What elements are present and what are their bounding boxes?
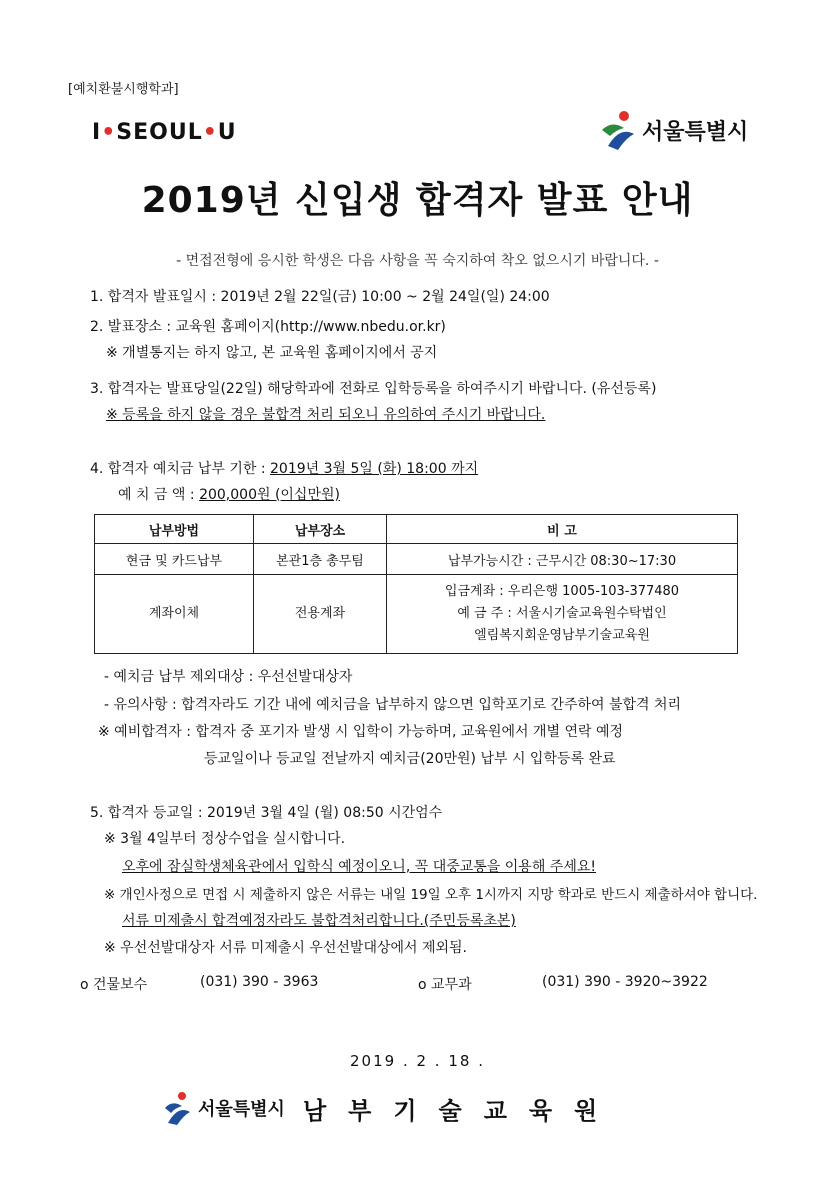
deposit-amount-line (118, 484, 340, 504)
contact-maintenance-phone: (031) 390 - 3963 (200, 974, 319, 990)
contact-maintenance-label: o 건물보수 (80, 977, 148, 993)
table-row (95, 575, 738, 654)
seoul-city-logo (598, 108, 748, 152)
footer-city: 서울특별시 (198, 1099, 285, 1120)
logo-part-seoul: SEOUL (116, 120, 203, 145)
account-holder: 예 금 주 : 서울시기술교육원수탁법인 (457, 606, 667, 621)
i-seoul-u-logo (92, 120, 237, 145)
section-5-note-2: ※ 개인사정으로 면접 시 제출하지 않은 서류는 내일 19일 오후 1시까지 지망 학과로 반드시 제출하셔야 합니다. (104, 887, 758, 903)
table-header-row (95, 515, 738, 544)
section-2: 2. 발표장소 : 교육원 홈페이지(http://www.nbedu.or.kr) (90, 319, 446, 335)
contact-academic-label: o 교무과 (418, 977, 472, 993)
section-2-note: ※ 개별통지는 하지 않고, 본 교육원 홈페이지에서 공지 (106, 345, 438, 361)
payment-table (94, 514, 738, 654)
header-remarks: 비 고 (387, 515, 738, 544)
document-date: 2019 . 2 . 18 . (350, 1052, 485, 1070)
section-3-note: ※ 등록을 하지 않을 경우 불합격 처리 되오니 유의하여 주시기 바랍니다. (106, 407, 546, 423)
logo-dot: • (101, 120, 117, 145)
account-number: 입금계좌 : 우리은행 1005-103-377480 (444, 584, 680, 599)
logo-dot: • (202, 120, 218, 145)
subtitle: - 면접전형에 응시한 학생은 다음 사항을 꼭 숙지하여 착오 없으시기 바랍니다. - (176, 253, 659, 269)
cell-method: 계좌이체 (95, 575, 254, 654)
section-3: 3. 합격자는 발표당일(22일) 해당학과에 전화로 입학등록을 하여주시기 바랍니다. (유선등록) (90, 381, 657, 397)
reserve-notice-2: 등교일이나 등교일 전날까지 예치금(20만원) 납부 시 입학등록 완료 (204, 751, 616, 767)
reserve-notice: ※ 예비합격자 : 합격자 중 포기자 발생 시 입학이 가능하며, 교육원에서 개별 연락 예정 (98, 724, 624, 740)
deposit-caution: - 유의사항 : 합격자라도 기간 내에 예치금을 납부하지 않으면 입학포기로 간주하여 불합격 처리 (104, 697, 682, 713)
page-title: 2019년 신입생 합격자 발표 안내 (141, 180, 694, 221)
contact-academic-phone: (031) 390 - 3920~3922 (542, 974, 708, 990)
cell-remarks: 납부가능시간 : 근무시간 08:30~17:30 (387, 544, 738, 575)
deposit-amount-label: 예 치 금 액 : (118, 487, 200, 503)
section-4 (90, 458, 478, 478)
section-4-prefix: 4. 합격자 예치금 납부 기한 : (90, 461, 271, 477)
seoul-city-text: 서울특별시 (642, 119, 749, 145)
section-1: 1. 합격자 발표일시 : 2019년 2월 22일(금) 10:00 ~ 2월 24일(일) 24:00 (90, 289, 550, 305)
cell-method: 현금 및 카드납부 (95, 544, 254, 575)
footer-org: 남부기술교육원 (302, 1096, 620, 1125)
account-holder-org: 엘림복지회운영남부기술교육원 (474, 628, 650, 643)
cell-remarks (387, 575, 738, 654)
seoul-emblem-icon (162, 1090, 192, 1126)
document-tag: [예치환불시행학과] (68, 82, 179, 97)
section-5-note-1b: 오후에 잠실학생체육관에서 입학식 예정이오니, 꼭 대중교통을 이용해 주세요! (122, 859, 596, 875)
cell-place: 본관1층 총무팀 (254, 544, 387, 575)
header-payment-place: 납부장소 (254, 515, 387, 544)
deposit-deadline: 2019년 3월 5일 (화) 18:00 까지 (270, 461, 479, 477)
logo-part-i: I (92, 120, 102, 145)
table-row (95, 544, 738, 575)
deposit-exclusion: - 예치금 납부 제외대상 : 우선선발대상자 (104, 669, 353, 685)
section-5-note-1: ※ 3월 4일부터 정상수업을 실시합니다. (104, 831, 346, 847)
header-payment-method: 납부방법 (95, 515, 254, 544)
footer-signature (162, 1088, 619, 1128)
deposit-amount: 200,000원 (이십만원) (199, 487, 340, 503)
section-5-note-2b: 서류 미제출시 합격예정자라도 불합격처리합니다.(주민등록초본) (122, 913, 516, 929)
section-5: 5. 합격자 등교일 : 2019년 3월 4일 (월) 08:50 시간엄수 (90, 805, 443, 821)
cell-place: 전용계좌 (254, 575, 387, 654)
section-5-note-3: ※ 우선선발대상자 서류 미제출시 우선선발대상에서 제외됨. (104, 940, 468, 956)
logo-part-u: U (217, 120, 237, 145)
seoul-emblem-icon (598, 108, 638, 152)
